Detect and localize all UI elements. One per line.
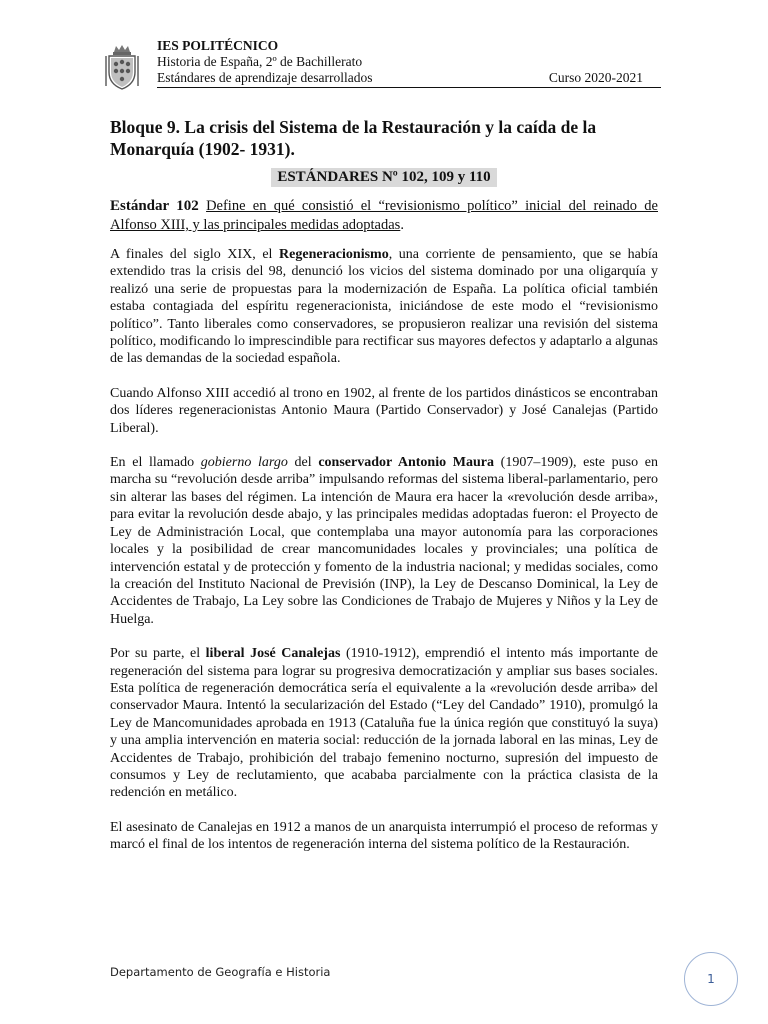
text-run: En el llamado: [110, 455, 201, 471]
document-body: [110, 116, 658, 854]
course-year: Curso 2020-2021: [548, 70, 643, 85]
standard-label: Estándar 102: [110, 198, 199, 214]
paragraph-asesinato: El asesinato de Canalejas en 1912 a manos de un anarquista interrumpió el proceso de reformas y marcó el final de los intentos de regeneración interna del sistema político de la Restauración.: [110, 819, 658, 853]
school-name: IES POLITÉCNICO: [157, 38, 279, 53]
text-run: del: [287, 455, 319, 471]
footer-department: Departamento de Geografía e Historia: [110, 965, 331, 979]
standard-statement: [110, 197, 658, 235]
text-run: (1910-1912), emprendió el intento más importante de regeneración del sistema para lograr su progresiva democratización y ampliar sus bases sociales. Esta política de regeneración democrática sería el equivalente a la «revolución desde arriba» del conservador Maura. Intentó la secularización del Estado (“Ley del Candado” 1910), promulgó la Ley de Mancomunidades aprobada en 1913 (Cataluña fue la única región que constituyó la suya) y una amplia intervención en materia social: reducción de la jornada laboral en las minas, Ley de Accidentes de Trabajo, prohibición del trabajo femenino nocturno, supresión del impuesto de consumos y Ley de reclutamiento, que acababa parcialmente con la práctica clasista de la redención en metálico.: [110, 646, 658, 801]
paragraph-regeneracionismo: [110, 246, 658, 368]
paragraph-canalejas: [110, 645, 658, 802]
standard-definition: Define en qué consistió el “revisionismo político” inicial del reinado de Alfonso XIII, y las principales medidas adoptadas: [110, 198, 658, 233]
text-run: , una corriente de pensamiento, que se había extendido tras la crisis del 98, denunció los vicios del sistema dominado por una oligarquía y realizó una serie de propuestas para la modernización de España. La política oficial también estaba contagiada del espíritu regeneracionista, iniciándose de este modo el “revisionismo político”. Tanto liberales como conservadores, se propusieron realizar una revisión del sistema político, modificando lo imprescindible para rectificar sus mayores defectos y adaptarlo a algunas de las demandas de la sociedad española.: [110, 247, 658, 367]
italic-term: gobierno largo: [200, 455, 288, 471]
page-number: 1: [707, 972, 715, 986]
subject-line: Historia de España, 2º de Bachillerato: [157, 54, 363, 69]
header-text: [157, 38, 661, 88]
bold-term: conservador Antonio Maura: [318, 455, 494, 471]
paragraph-maura: [110, 454, 658, 628]
bold-term: Regeneracionismo: [279, 247, 389, 262]
text-run: A finales del siglo XIX, el: [110, 247, 280, 262]
page-header: [103, 38, 661, 92]
header-document-line: [157, 70, 661, 88]
standards-heading: ESTÁNDARES Nº 102, 109 y 110: [271, 168, 496, 187]
canarias-coat-of-arms-icon: [103, 44, 141, 90]
page-number-badge: [684, 952, 738, 1006]
text-run: (1907–1909), este puso en marcha su “revolución desde arriba” impulsando reformas del sistema liberal-parlamentario, pero sin alterar las bases del régimen. La intención de Maura era hacer la «revolución desde arriba», para evitar la revolución desde abajo, y las principales medidas adoptadas fueron: el Proyecto de Ley de Administración Local, que contemplaba una mayor autonomía para las corporaciones locales y la posibilidad de crear mancomunidades locales y provinciales; una política de intervención estatal y de protección y fomento de la industria nacional; y medidas sociales, como la creación del Instituto Nacional de Previsión (INP), la Ley de Descanso Dominical, la Ley de Accidentes de Trabajo, La Ley sobre las Condiciones de Trabajo de Mujeres y Niños y la Ley de Huelga.: [110, 455, 658, 627]
bold-term: liberal José Canalejas: [205, 646, 341, 662]
block-title: Bloque 9. La crisis del Sistema de la Restauración y la caída de la Monarquía (1902- 1931).: [110, 117, 597, 159]
standard-end: .: [400, 217, 404, 233]
document-name: Estándares de aprendizaje desarrollados: [157, 70, 373, 85]
text-run: Por su parte, el: [110, 646, 206, 662]
standards-heading-wrap: [110, 168, 658, 187]
paragraph-alfonso-xiii: Cuando Alfonso XIII accedió al trono en 1902, al frente de los partidos dinásticos se encontraban dos líderes regeneracionistas Antonio Maura (Partido Conservador) y José Canalejas (Partido Liberal).: [110, 385, 658, 436]
